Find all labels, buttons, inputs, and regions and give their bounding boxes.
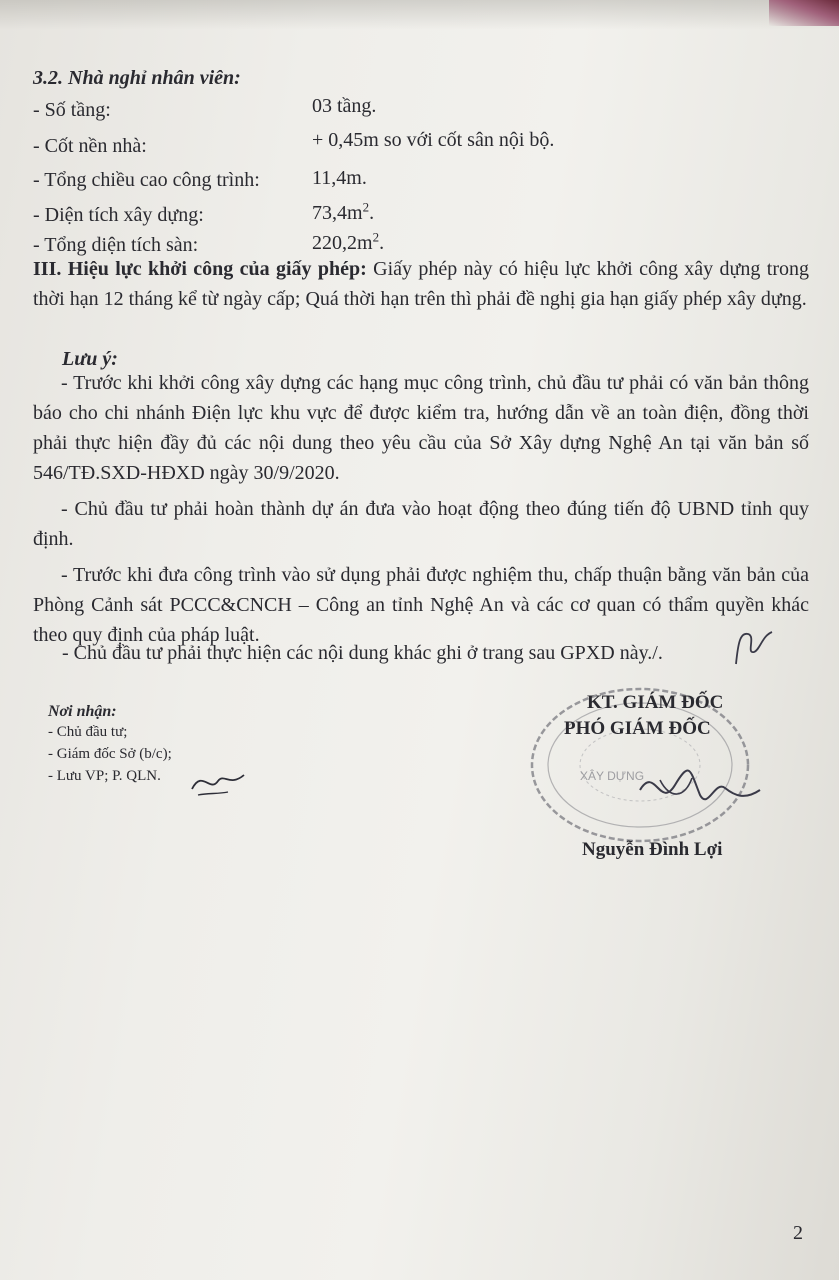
signature-title-1: KT. GIÁM ĐỐC	[587, 692, 724, 713]
signer-name: Nguyễn Đình Lợi	[582, 839, 723, 860]
row-value-building-area: $73,4m^2$.	[312, 199, 375, 224]
recipient-item: - Giám đốc Sở (b/c);	[48, 746, 172, 762]
handwritten-signature	[630, 760, 770, 820]
row-label-floor-level: - Cốt nền nhà:	[33, 135, 147, 157]
note-item-1: - Trước khi khởi công xây dựng các hạng mục công trình, chủ đầu tư phải có văn bản thông báo cho chi nhánh Điện lực khu vực để được kiểm tra, hướng dẫn về an toàn điện, đồng thời phải thực hiện đầy đủ các nội dung theo yêu cầu của Sở Xây dựng Nghệ An tại văn bản số 546/TĐ.SXD-HĐXD ngày 30/9/2020.	[33, 372, 809, 484]
row-label-floor-area: - Tổng diện tích sàn:	[33, 234, 199, 256]
validity-paragraph	[33, 254, 809, 314]
row-label-building-area: - Diện tích xây dựng:	[33, 204, 204, 226]
validity-text: Giấy phép này có hiệu lực khởi công xây dựng trong thời hạn 12 tháng kể từ ngày cấp; Quá thời hạn trên thì phải đề nghị gia hạn giấy phép xây dựng.	[33, 258, 809, 310]
notes-title: Lưu ý:	[62, 348, 118, 370]
validity-title: III. Hiệu lực khởi công của giấy phép:	[33, 258, 367, 280]
page-shadow	[0, 0, 839, 30]
recipient-item: - Lưu VP; P. QLN.	[48, 768, 161, 784]
seal-text: XÂY DỰNG	[580, 769, 645, 783]
row-value-height: 11,4m.	[312, 167, 367, 189]
section-heading: 3.2. Nhà nghỉ nhân viên:	[33, 67, 241, 89]
note-item-3: - Trước khi đưa công trình vào sử dụng phải được nghiệm thu, chấp thuận bằng văn bản của Phòng Cảnh sát PCCC&CNCH – Công an tỉnh Nghệ An và các cơ quan có thẩm quyền khác theo quy định của pháp luật.	[33, 564, 809, 646]
initials-mark	[728, 624, 778, 670]
row-value-floor-level: + 0,45m so với cốt sân nội bộ.	[312, 129, 555, 151]
page-number: 2	[793, 1222, 803, 1244]
recipient-initials	[188, 765, 248, 799]
row-label-height: - Tổng chiều cao công trình:	[33, 169, 260, 191]
row-value-floor-area: $220,2m^2$.	[312, 229, 385, 254]
recipients-title: Nơi nhận:	[48, 703, 117, 720]
corner-mark	[769, 0, 839, 26]
recipient-item: - Chủ đầu tư;	[48, 724, 128, 740]
note-item-4: - Chủ đầu tư phải thực hiện các nội dung khác ghi ở trang sau GPXD này./.	[62, 642, 663, 664]
row-value-floors: 03 tầng.	[312, 95, 377, 117]
row-label-floors: - Số tầng:	[33, 99, 111, 121]
signature-title-2: PHÓ GIÁM ĐỐC	[564, 718, 711, 739]
note-item-2: - Chủ đầu tư phải hoàn thành dự án đưa vào hoạt động theo đúng tiến độ UBND tỉnh quy định.	[33, 498, 809, 550]
